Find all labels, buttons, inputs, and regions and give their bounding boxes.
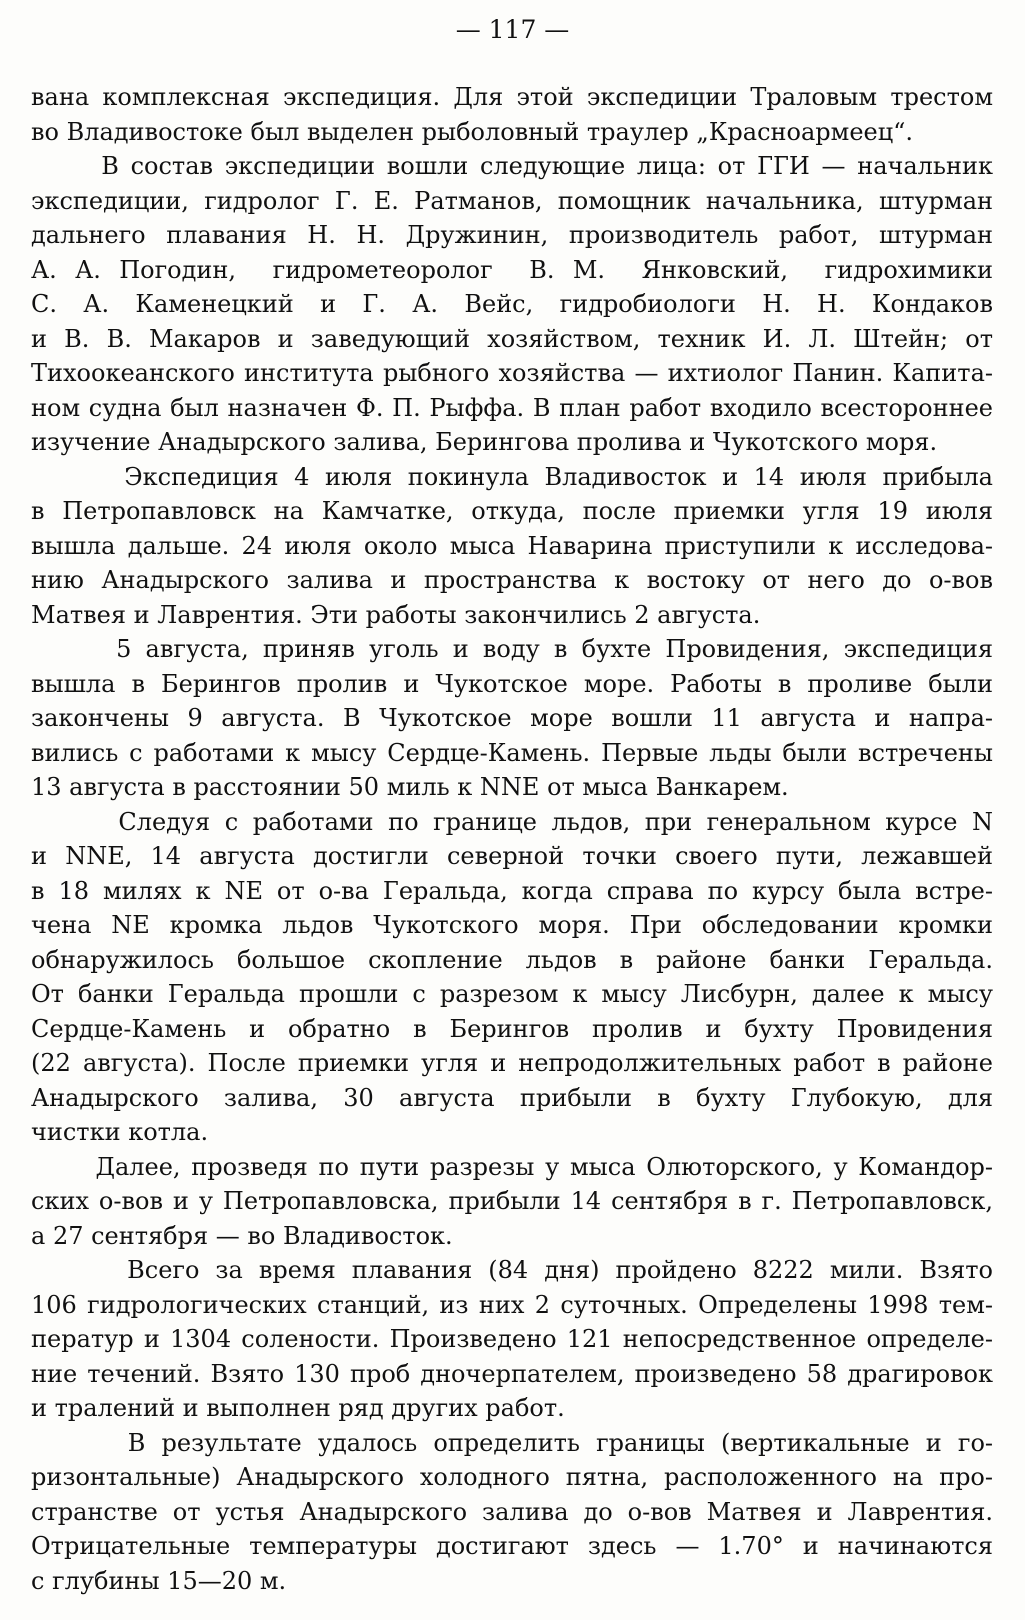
paragraph <box>31 80 993 149</box>
text-line: ских о-вов и у Петропавловска, прибыли 14 сентября в г. Петропавловск, <box>31 1187 993 1215</box>
paragraph <box>31 632 993 805</box>
text-line: изучение Анадырского залива, Берингова пролива и Чукотского моря. <box>31 428 938 456</box>
text-line: 13 августа в расстоянии 50 миль к NNE от мыса Ванкарем. <box>31 773 789 801</box>
text-line: в Петропавловск на Камчатке, откуда, после приемки угля 19 июля <box>31 497 993 525</box>
text-line: странстве от устья Анадырского залива до о-вов Матвея и Лаврентия. <box>31 1497 993 1526</box>
text-line: и NNE, 14 августа достигли северной точки своего пути, лежавшей <box>31 842 993 870</box>
text-line: вышла в Берингов пролив и Чукотское море. Работы в проливе были <box>31 669 993 698</box>
text-line: чистки котла. <box>31 1118 209 1146</box>
text-line: чена NE кромка льдов Чукотского моря. При обследовании кромки <box>31 911 993 939</box>
text-line: 106 гидрологических станций, из них 2 суточных. Определены 1998 тем- <box>31 1290 993 1319</box>
text-line: а 27 сентября — во Владивосток. <box>31 1221 453 1250</box>
text-line: во Владивостоке был выделен рыболовный траулер „Красноармеец“. <box>31 117 914 146</box>
text-line: и В. В. Макаров и заведующий хозяйством, техник И. Л. Штейн; от <box>31 324 993 353</box>
text-line: С. А. Каменецкий и Г. А. Вейс, гидробиологи Н. Н. Кондаков <box>31 290 993 318</box>
text-line: обнаружилось большое скопление льдов в районе банки Геральда. <box>31 945 993 974</box>
text-line: А. А. Погодин, гидрометеоролог В. М. Янковский, гидрохимики <box>31 255 993 284</box>
text-line: вились с работами к мысу Сердце-Камень. Первые льды были встречены <box>31 738 993 767</box>
text-line: Далее, прозведя по пути разрезы у мыса Олюторского, у Командор- <box>31 1152 993 1181</box>
text-line: Всего за время плавания (84 дня) пройдено 8222 мили. Взято <box>31 1256 993 1284</box>
text-line: (22 августа). После приемки угля и непродолжительных работ в районе <box>31 1049 993 1077</box>
text-line: Отрицательные температуры достигают здесь — 1.70° и начинаются <box>31 1532 993 1560</box>
text-line: вана комплексная экспедиция. Для этой экспедиции Траловым трестом <box>31 83 993 111</box>
text-line: ператур и 1304 солености. Произведено 121 непосредственное определе- <box>31 1325 993 1353</box>
text-line: дальнего плавания Н. Н. Дружинин, производитель работ, штурман <box>31 221 993 249</box>
text-line: в 18 милях к NE от о-ва Геральда, когда справа по курсу была встре- <box>31 876 993 905</box>
text-line: с глубины 15—20 м. <box>31 1566 287 1595</box>
paragraph <box>31 460 993 633</box>
text-line: и тралений и выполнен ряд других работ. <box>31 1394 565 1422</box>
text-line: От банки Геральда прошли с разрезом к мысу Лисбурн, далее к мысу <box>31 980 993 1008</box>
paragraph <box>31 805 993 1150</box>
text-line: 5 августа, приняв уголь и воду в бухте Провидения, экспедиция <box>31 635 993 663</box>
text-line: Следуя с работами по границе льдов, при генеральном курсе N <box>31 807 993 836</box>
page-number: — 117 — <box>455 15 570 44</box>
text-line: Анадырского залива, 30 августа прибыли в бухту Глубокую, для <box>31 1083 993 1112</box>
paragraph <box>31 1426 993 1599</box>
paragraph <box>31 1253 993 1426</box>
paragraph <box>31 149 993 460</box>
text-line: экспедиции, гидролог Г. Е. Ратманов, помощник начальника, штурман <box>31 186 993 215</box>
text-line: Экспедиция 4 июля покинула Владивосток и 14 июля прибыла <box>31 462 993 491</box>
text-line: ризонтальные) Анадырского холодного пятна, расположенного на про- <box>31 1463 993 1491</box>
text-line: Тихоокеанского института рыбного хозяйства — ихтиолог Панин. Капита- <box>31 359 993 387</box>
text-line: Сердце-Камень и обратно в Берингов пролив и бухту Провидения <box>31 1014 993 1043</box>
text-line: нию Анадырского залива и пространства к востоку от него до о-вов <box>31 566 993 594</box>
text-line: В результате удалось определить границы (вертикальные и го- <box>31 1428 993 1457</box>
body-text <box>31 80 993 1598</box>
text-line: ном судна был назначен Ф. П. Рыффа. В план работ входило всестороннее <box>31 393 993 422</box>
text-line: В состав экспедиции вошли следующие лица: от ГГИ — начальник <box>31 152 993 180</box>
text-line: закончены 9 августа. В Чукотское море вошли 11 августа и напра- <box>31 704 993 732</box>
paragraph <box>31 1150 993 1254</box>
text-line: вышла дальше. 24 июля около мыса Наварина приступили к исследова- <box>31 531 993 560</box>
text-line: Матвея и Лаврентия. Эти работы закончились 2 августа. <box>31 600 761 629</box>
text-line: ние течений. Взято 130 проб дночерпателем, произведено 58 драгировок <box>31 1359 993 1388</box>
